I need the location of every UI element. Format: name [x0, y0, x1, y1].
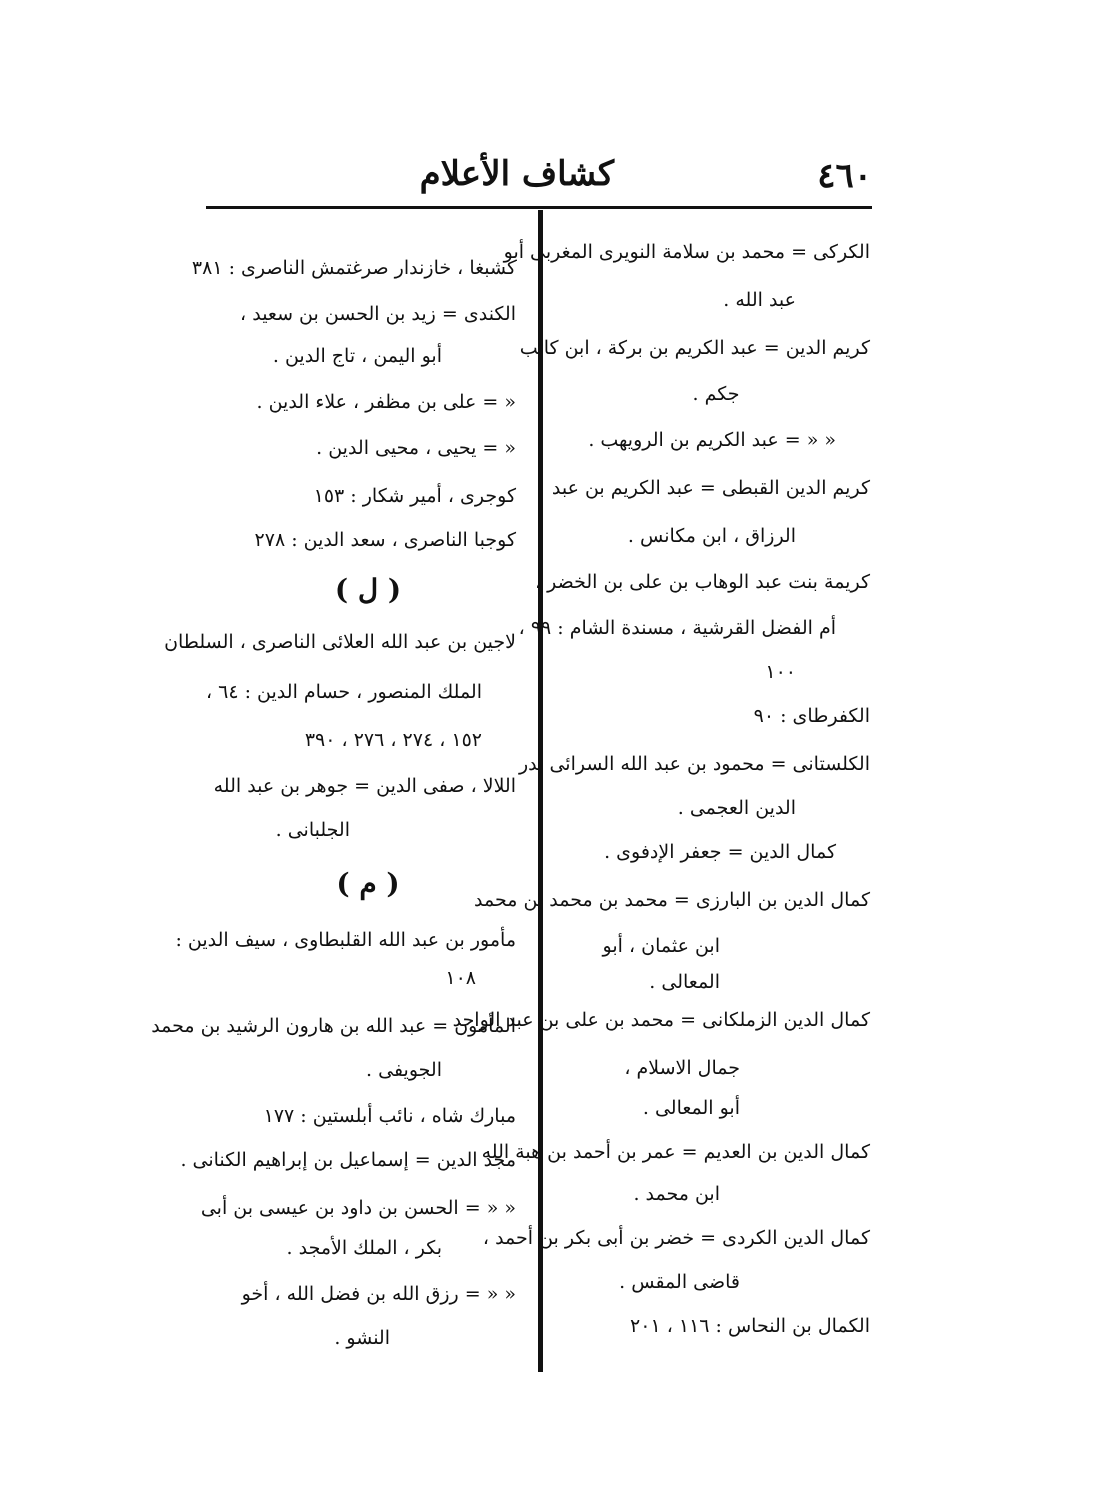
entry-line: جمال الاسلام ، [624, 1057, 740, 1079]
entry-line: « = يحيى ، محيى الدين . [316, 437, 516, 459]
entry-line: قاضى المقس . [619, 1271, 740, 1293]
entry-line: الكمال بن النحاس : ١١٦ ، ٢٠١ [630, 1315, 870, 1337]
entry-line: الكفرطاى : ٩٠ [753, 705, 870, 727]
page-number: ٤٦٠ [817, 156, 872, 196]
entry-line: كمال الدين الكردى = خضر بن أبى بكر بن أحمد ، [482, 1227, 870, 1249]
entry-line: « « = الحسن بن داود بن عيسى بن أبى [200, 1197, 516, 1219]
header-rule [206, 206, 872, 209]
entry-line: كوجبا الناصرى ، سعد الدين : ٢٧٨ [254, 529, 516, 551]
entry-line: أبو المعالى . [642, 1097, 740, 1119]
entry-line: ١٠٠ [765, 661, 796, 683]
entry-line: كوجرى ، أمير شكار : ١٥٣ [313, 485, 516, 507]
entry-line: مأمور بن عبد الله القلبطاوى ، سيف الدين : [175, 929, 516, 951]
entry-line: الكندى = زيد بن الحسن بن سعيد ، [240, 303, 516, 325]
entry-line: الجلبانى . [275, 819, 350, 841]
entry-line: كريمة بنت عبد الوهاب بن على بن الخضر ، [535, 571, 870, 593]
section-letter-lam: ( ل ) [334, 573, 402, 606]
entry-line: ابن محمد . [633, 1183, 720, 1205]
entry-line: كمال الدين بن العديم = عمر بن أحمد بن هبة الله [481, 1141, 870, 1163]
entry-line: الملك المنصور ، حسام الدين : ٦٤ ، [205, 681, 482, 703]
section-letter-mim: ( م ) [336, 867, 400, 900]
entry-line: « « = رزق الله بن فضل الله ، أخو [241, 1283, 516, 1305]
entry-line: كشبغا ، خازندار صرغتمش الناصرى : ٣٨١ [191, 257, 516, 279]
column-divider [538, 210, 543, 1372]
entry-line: النشو . [334, 1327, 390, 1349]
entry-line: مجد الدين = إسماعيل بن إبراهيم الكنانى . [180, 1149, 516, 1171]
entry-line: ١٥٢ ، ٢٧٤ ، ٢٧٦ ، ٣٩٠ [304, 729, 482, 751]
entry-line: مبارك شاه ، نائب أبلستين : ١٧٧ [263, 1105, 516, 1127]
entry-line: كريم الدين القبطى = عبد الكريم بن عبد [551, 477, 870, 499]
entry-line: كمال الدين = جعفر الإدفوى . [604, 841, 836, 863]
entry-line: ١٠٨ [445, 967, 476, 989]
entry-line: جكم . [692, 383, 740, 405]
entry-line: ابن عثمان ، أبو [602, 935, 720, 957]
entry-line: اللالا ، صفى الدين = جوهر بن عبد الله [213, 775, 516, 797]
entry-line: لاجين بن عبد الله العلائى الناصرى ، السلطان [164, 631, 516, 653]
entry-line: أم الفضل القرشية ، مسندة الشام : ٩٩ ، [518, 617, 836, 639]
entry-line: كريم الدين = عبد الكريم بن بركة ، ابن كاتب [519, 337, 870, 359]
entry-line: الجويفى . [366, 1059, 442, 1081]
entry-line: الدين العجمى . [677, 797, 796, 819]
entry-line: الكلستانى = محمود بن عبد الله السرائى بدر [518, 753, 870, 775]
entry-line: بكر ، الملك الأمجد . [286, 1237, 442, 1259]
entry-line: عبد الله . [723, 289, 796, 311]
entry-line: كمال الدين بن البارزى = محمد بن محمد بن محمد [474, 889, 870, 911]
entry-line: الرزاق ، ابن مكانس . [627, 525, 796, 547]
entry-line: أبو اليمن ، تاج الدين . [272, 345, 442, 367]
entry-line: الكركى = محمد بن سلامة النويرى المغربى أبو [503, 241, 870, 263]
page-header [206, 150, 872, 206]
entry-line: كمال الدين الزملكانى = محمد بن على بن عبد الواحد [452, 1009, 870, 1031]
entry-line: المعالى . [649, 971, 720, 993]
entry-line: « = على بن مظفر ، علاء الدين . [256, 391, 516, 413]
entry-line: « « = عبد الكريم بن الرويهب . [588, 429, 836, 451]
entry-line: المأمون = عبد الله بن هارون الرشيد بن محمد [151, 1015, 516, 1037]
book-title: كشاف الأعلام [419, 154, 614, 194]
